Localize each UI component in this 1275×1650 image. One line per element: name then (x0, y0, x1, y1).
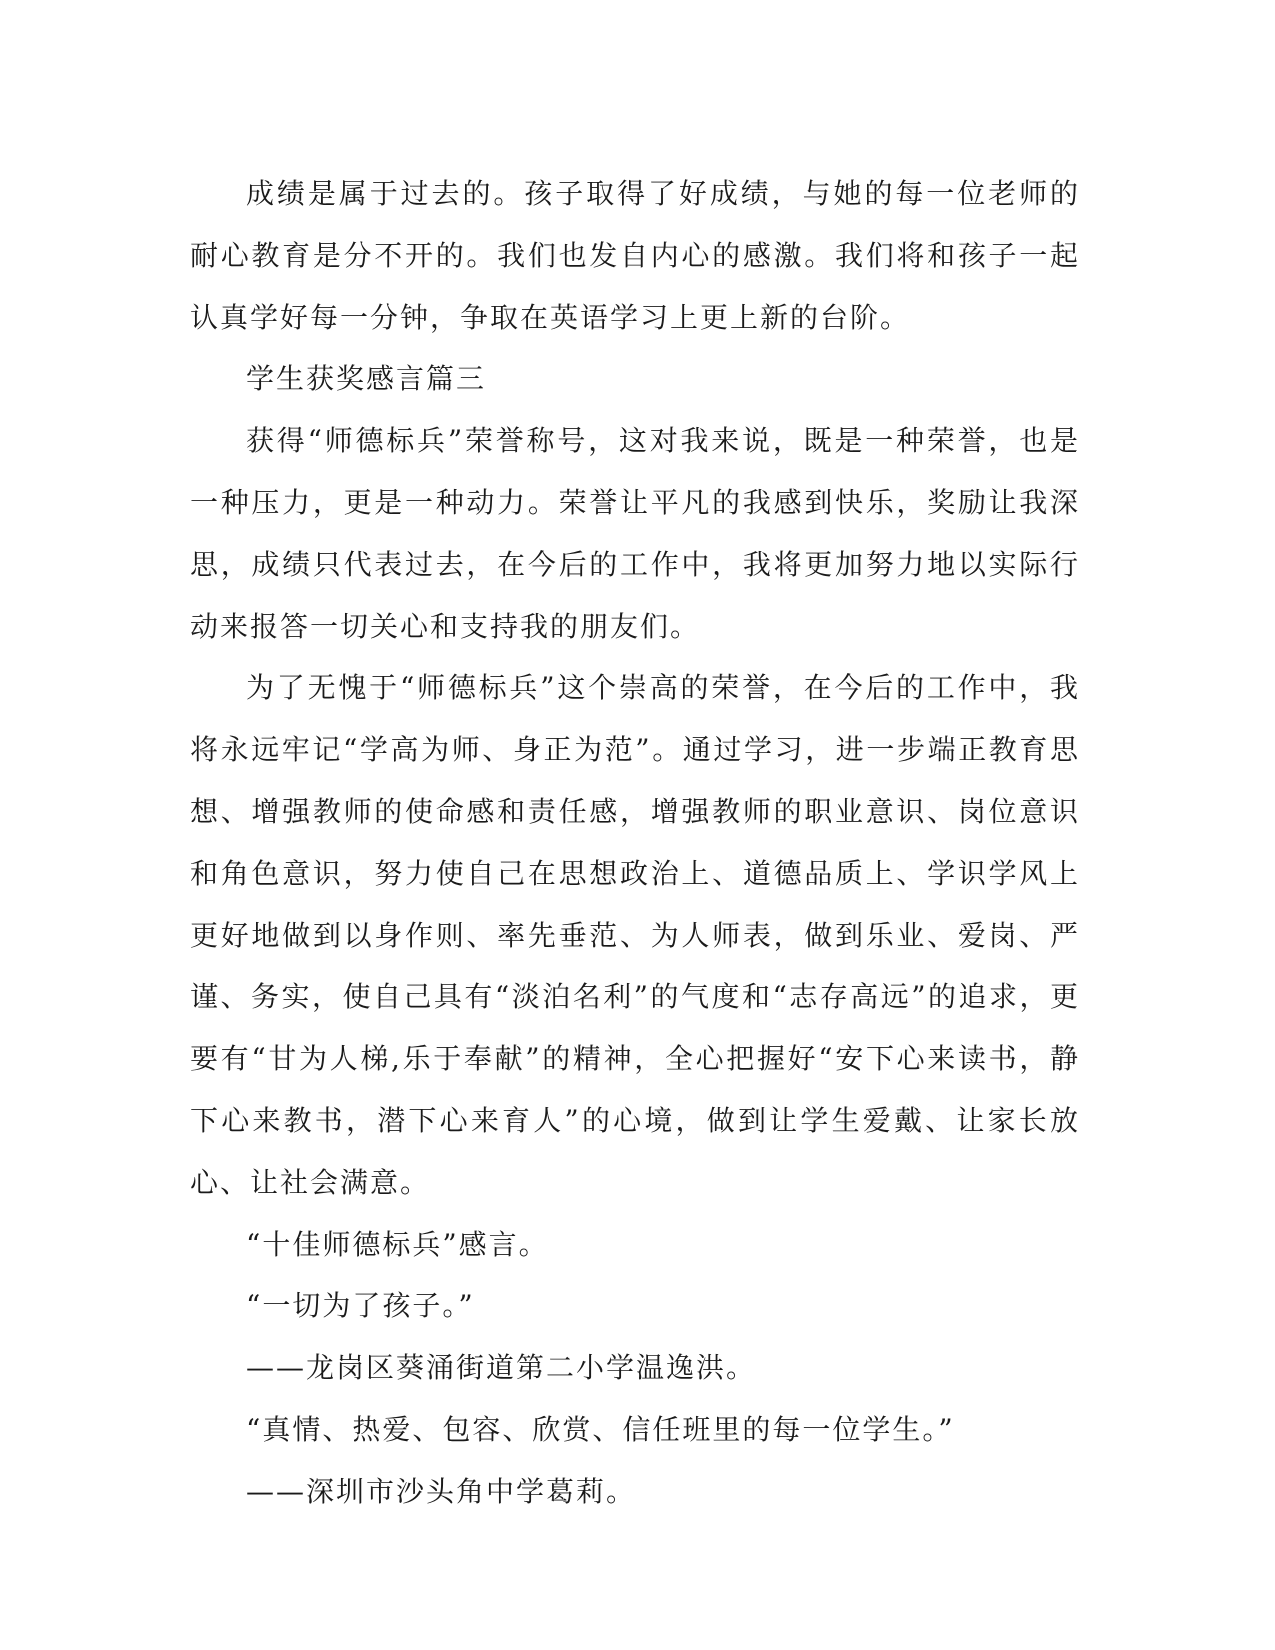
paragraph-commitment: 为了无愧于“师德标兵”这个崇高的荣誉，在今后的工作中，我将永远牢记“学高为师、身正为范”。通过学习，进一步端正教育思想、增强教师的使命感和责任感，增强教师的职业意识、岗位意识和角色意识，努力使自己在思想政治上、道德品质上、学识学风上更好地做到以身作则、率先垂范、为人师表，做到乐业、爱岗、严谨、务实，使自己具有“淡泊名利”的气度和“志存高远”的追求，更要有“甘为人梯,乐于奉献”的精神，全心把握好“安下心来读书，静下心来教书，潜下心来育人”的心境，做到让学生爱戴、让家长放心、让社会满意。 (190, 671, 1080, 1199)
paragraph-top-ten-heading: “十佳师德标兵”感言。 (246, 1227, 549, 1261)
paragraph-grades-gratitude: 成绩是属于过去的。孩子取得了好成绩，与她的每一位老师的耐心教育是分不开的。我们也发自内心的感激。我们将和孩子一起认真学好每一分钟，争取在英语学习上更上新的台阶。 (190, 177, 1080, 334)
document-body (190, 163, 1080, 1523)
paragraph-honor-title: 获得“师德标兵”荣誉称号，这对我来说，既是一种荣誉，也是一种压力，更是一种动力。荣誉让平凡的我感到快乐，奖励让我深思，成绩只代表过去，在今后的工作中，我将更加努力地以实际行动来报答一切关心和支持我的朋友们。 (190, 424, 1080, 643)
quote-first-attribution: ——龙岗区葵涌街道第二小学温逸洪。 (246, 1351, 757, 1385)
quote-second-attribution: ——深圳市沙头角中学葛莉。 (246, 1474, 637, 1508)
section-heading: 学生获奖感言篇三 (246, 362, 487, 396)
quote-first: “一切为了孩子。” (246, 1289, 475, 1323)
quote-second: “真情、热爱、包容、欣赏、信任班里的每一位学生。” (246, 1412, 955, 1446)
